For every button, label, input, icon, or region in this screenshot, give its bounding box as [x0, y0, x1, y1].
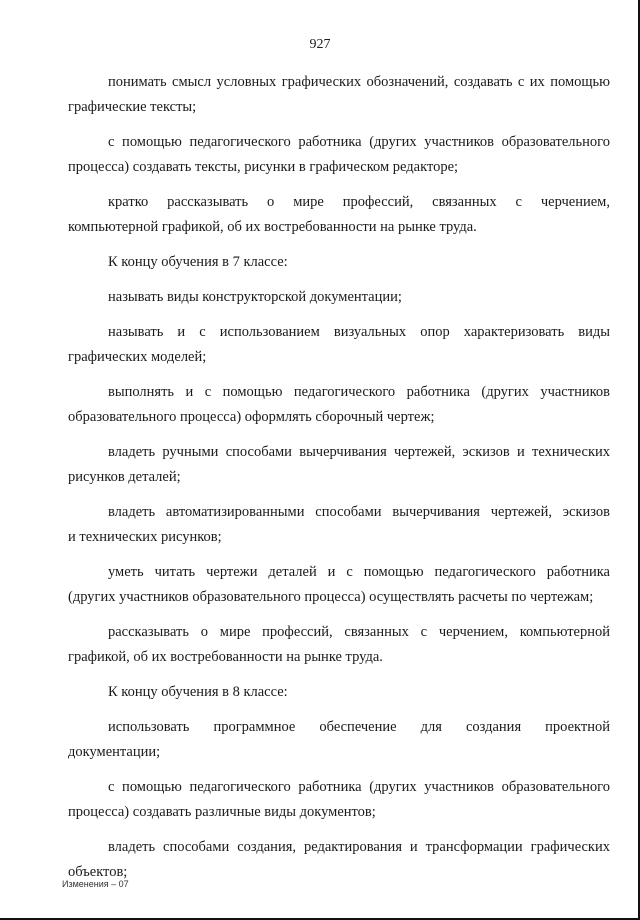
text-line: процесса) создавать различные виды документов; — [68, 804, 376, 820]
paragraph — [68, 835, 610, 885]
paragraph — [68, 70, 610, 120]
text-line: (других участников образовательного процесса) осуществлять расчеты по чертежам; — [68, 589, 594, 605]
paragraph — [68, 680, 610, 705]
paragraph — [68, 775, 610, 825]
text-line: уметь читать чертежи деталей и с помощью педагогического работника — [108, 564, 610, 580]
text-line: рассказывать о мире профессий, связанных с черчением, компьютерной — [108, 624, 610, 640]
text-line: компьютерной графикой, об их востребованности на рынке труда. — [68, 219, 477, 235]
paragraph — [68, 130, 610, 180]
paragraph — [68, 250, 610, 275]
paragraph — [68, 380, 610, 430]
text-line: выполнять и с помощью педагогического работника (других участников — [108, 384, 610, 400]
text-line: рисунков деталей; — [68, 469, 181, 485]
text-line: называть и с использованием визуальных опор характеризовать виды — [108, 324, 610, 340]
paragraph — [68, 285, 610, 310]
text-line: с помощью педагогического работника (других участников образовательного — [108, 134, 610, 150]
paragraph — [68, 620, 610, 670]
paragraph — [68, 560, 610, 610]
page-body — [68, 70, 610, 895]
paragraph — [68, 190, 610, 240]
paragraph — [68, 440, 610, 490]
text-line: и технических рисунков; — [68, 529, 222, 545]
text-line: использовать программное обеспечение для создания проектной — [108, 719, 610, 735]
text-line: владеть ручными способами вычерчивания чертежей, эскизов и технических — [108, 444, 610, 460]
paragraph — [68, 715, 610, 765]
text-line: понимать смысл условных графических обозначений, создавать с их помощью — [108, 74, 610, 90]
text-line: называть виды конструкторской документации; — [108, 289, 402, 305]
text-line: графикой, об их востребованности на рынке труда. — [68, 649, 383, 665]
page-number: 927 — [309, 37, 331, 52]
text-line: графических моделей; — [68, 349, 207, 365]
paragraph — [68, 320, 610, 370]
text-line: владеть способами создания, редактирования и трансформации графических — [108, 839, 610, 855]
text-line: с помощью педагогического работника (других участников образовательного — [108, 779, 610, 795]
text-line: владеть автоматизированными способами вычерчивания чертежей, эскизов — [108, 504, 610, 520]
page-footer: Изменения – 07 — [62, 879, 129, 889]
text-line: К концу обучения в 7 классе: — [108, 254, 288, 270]
text-line: образовательного процесса) оформлять сборочный чертеж; — [68, 409, 435, 425]
text-line: К концу обучения в 8 классе: — [108, 684, 288, 700]
text-line: документации; — [68, 744, 161, 760]
paragraph — [68, 500, 610, 550]
text-line: графические тексты; — [68, 99, 197, 115]
text-line: объектов; — [68, 864, 128, 880]
text-line: процесса) создавать тексты, рисунки в графическом редакторе; — [68, 159, 459, 175]
text-line: кратко рассказывать о мире профессий, связанных с черчением, — [108, 194, 610, 210]
